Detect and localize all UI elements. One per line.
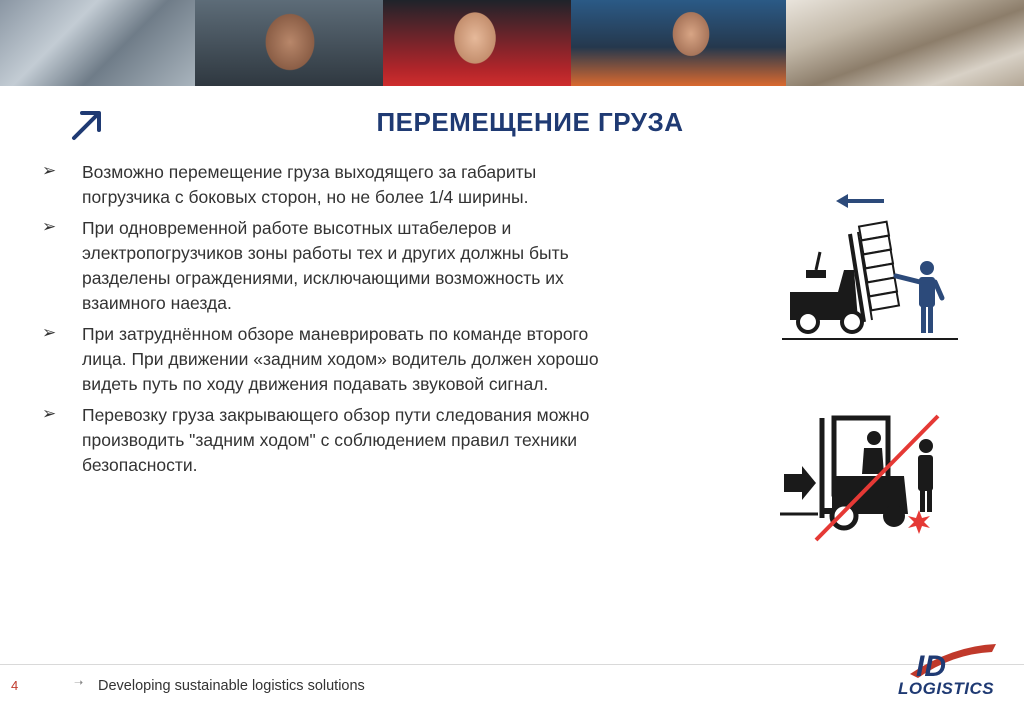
header-photo-banner bbox=[0, 0, 1024, 86]
bullet-arrow-icon: ➢ bbox=[42, 323, 57, 342]
footer-arrow-icon: ➝ bbox=[74, 677, 84, 689]
bullet-text: Возможно перемещение груза выходящего за габариты погрузчика с боковых сторон, но не более 1/4 ширины. bbox=[82, 162, 537, 207]
bullet-item bbox=[42, 216, 602, 316]
logo-mark: ID bbox=[916, 650, 946, 683]
footer-divider bbox=[0, 664, 1024, 665]
slide-title: ПЕРЕМЕЩЕНИЕ ГРУЗА bbox=[376, 107, 684, 137]
footer-tagline: Developing sustainable logistics solutions bbox=[98, 678, 365, 694]
bullet-text: При одновременной работе высотных штабелеров и электропогрузчиков зоны работы тех и других должны быть разделены ограждениями, исключающими возможность их взаимного наезда. bbox=[82, 218, 569, 313]
team-headset-photo bbox=[571, 0, 786, 86]
logo-text: LOGISTICS bbox=[898, 679, 995, 698]
arrow-up-right-icon bbox=[68, 106, 106, 144]
forklift-guided-by-person-pictogram bbox=[780, 174, 960, 346]
bullet-item bbox=[42, 322, 602, 397]
bullet-list bbox=[42, 160, 602, 484]
bullet-item bbox=[42, 160, 602, 210]
bullet-text: Перевозку груза закрывающего обзор пути следования можно производить "задним ходом" с соблюдением правил техники безопасности. bbox=[82, 405, 590, 475]
bullet-arrow-icon: ➢ bbox=[42, 404, 57, 423]
woman-worker-photo bbox=[383, 0, 571, 86]
bullet-arrow-icon: ➢ bbox=[42, 217, 57, 236]
page-number: 4 bbox=[11, 678, 19, 693]
worker-photo bbox=[195, 0, 383, 86]
bullet-text: При затруднённом обзоре маневрировать по команде второго лица. При движении «задним ходом» водитель должен хорошо видеть путь по ходу движения подавать звуковой сигнал. bbox=[82, 324, 599, 394]
warehouse-photo bbox=[0, 0, 195, 86]
bullet-item bbox=[42, 403, 602, 478]
bullet-arrow-icon: ➢ bbox=[42, 161, 57, 180]
warehouse-aisle-photo bbox=[786, 0, 1024, 86]
forklift-collision-prohibited-pictogram bbox=[778, 410, 940, 544]
